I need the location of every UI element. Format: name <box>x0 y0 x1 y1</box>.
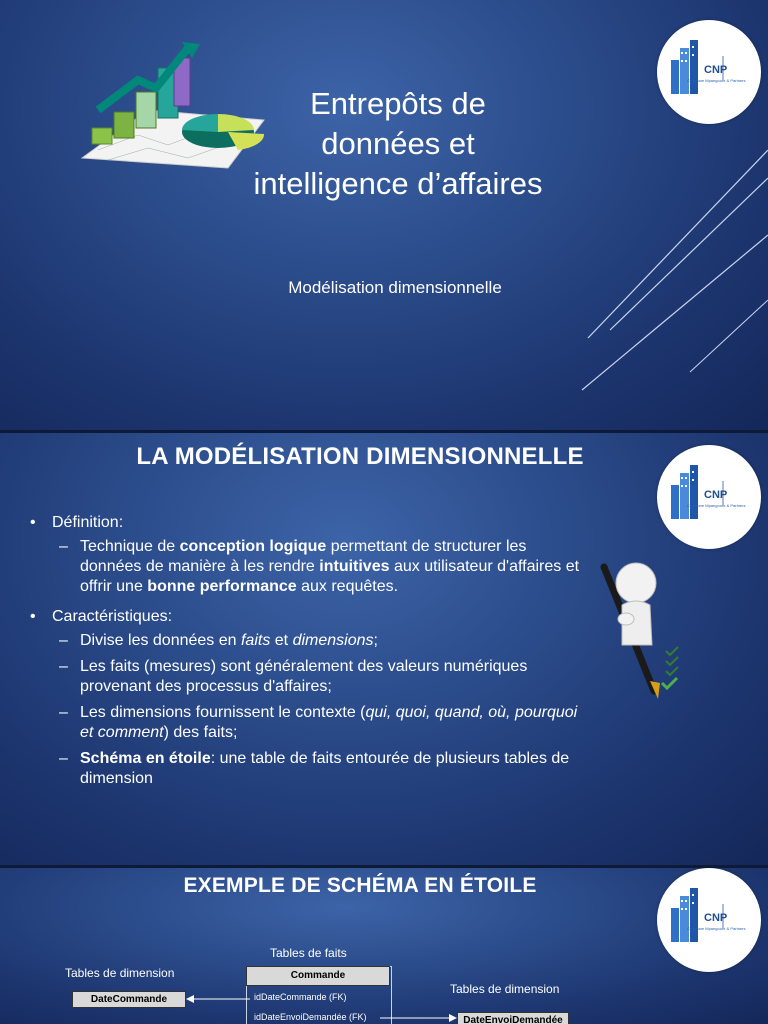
title-line: Entrepôts de <box>310 86 486 121</box>
dimension-table-datecommande: DateCommande <box>72 991 186 1008</box>
bullet-definition: • Définition: <box>28 513 588 533</box>
logo-text: CNP <box>704 912 728 924</box>
fact-table-header: Commande <box>246 966 390 986</box>
slide-definition <box>0 433 768 865</box>
fact-table-row: idDateCommande (FK) <box>254 992 347 1002</box>
presentation-subtitle: Modélisation dimensionnelle <box>288 278 502 297</box>
logo-subtext: Capstone Mpangoure & Partners <box>687 78 746 83</box>
cnp-logo <box>657 445 761 549</box>
logo-subtext: Capstone Mpangoure & Partners <box>687 926 746 931</box>
cnp-logo <box>657 20 761 124</box>
figure-with-pen-illustration <box>596 553 686 703</box>
schema-connectors <box>0 868 768 1024</box>
slide-title <box>0 0 768 430</box>
logo-text: CNP <box>704 64 728 76</box>
presentation-title <box>200 84 596 204</box>
characteristic-item: – Les faits (mesures) sont généralement des valeurs numériques provenant des processus d'affaires; <box>28 657 588 697</box>
label-dimension-tables-left: Tables de dimension <box>65 966 175 980</box>
logo-subtext: Capstone Mpangoure & Partners <box>687 503 746 508</box>
slide-star-schema <box>0 868 768 1024</box>
definition-text: – Technique de conception logique permettant de structurer les données de manière à les rendre intuitives aux utilisateur d'affaires et offrir une bonne performance aux requêtes. <box>28 537 588 597</box>
dimension-table-dateenvoidemandee: DateEnvoiDemandée <box>457 1012 569 1024</box>
bullet-list <box>28 513 588 795</box>
fact-table-row: idDateEnvoiDemandée (FK) <box>254 1012 367 1022</box>
characteristic-item: – Schéma en étoile: une table de faits entourée de plusieurs tables de dimension <box>28 749 588 789</box>
title-line: données et <box>321 126 475 161</box>
slide-heading: EXEMPLE DE SCHÉMA EN ÉTOILE <box>183 874 537 897</box>
label-dimension-tables-right: Tables de dimension <box>450 982 560 996</box>
characteristic-item: – Divise les données en faits et dimensions; <box>28 631 588 651</box>
label-fact-tables: Tables de faits <box>270 946 347 960</box>
characteristic-item: – Les dimensions fournissent le contexte (qui, quoi, quand, où, pourquoi et comment) des faits; <box>28 703 588 743</box>
slide-heading: LA MODÉLISATION DIMENSIONNELLE <box>136 443 584 470</box>
bullet-characteristics: • Caractéristiques: <box>28 607 588 627</box>
logo-text: CNP <box>704 489 728 501</box>
title-line: intelligence d’affaires <box>253 166 543 201</box>
